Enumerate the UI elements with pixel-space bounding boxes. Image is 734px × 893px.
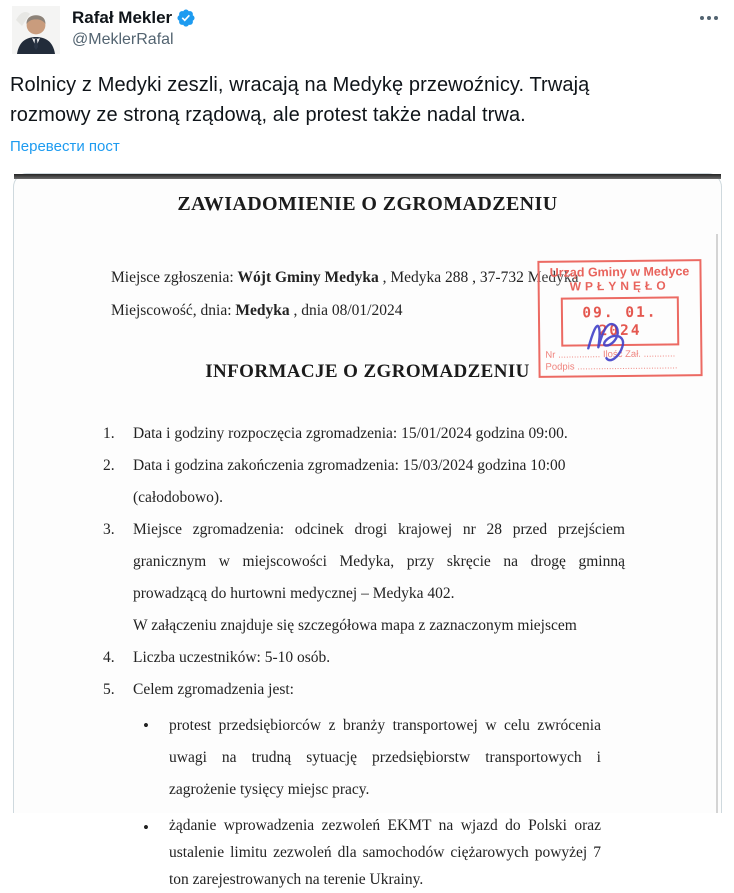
bullet-item: • protest przedsiębiorców z branży transportowej w celu zwrócenia uwagi na trudną sytuację przedsiębiorstw transportowych i zagrożenie tysięcy miejsc pracy. xyxy=(143,716,601,798)
list-item: 2. Data i godzina zakończenia zgromadzenia: 15/03/2024 godzina 10:00 (całodobowo). xyxy=(103,457,566,506)
stamp-nr-line: Nr ................ Ilość Zał. ............ xyxy=(545,348,676,361)
stamp-podpis-line: Podpis ...................................... xyxy=(545,360,678,373)
stamp-date: 09. 01. 2024 xyxy=(582,304,658,340)
document-bullets xyxy=(14,710,721,893)
attached-document-image[interactable] xyxy=(13,173,722,888)
stamp-date-box xyxy=(561,296,680,346)
post-header xyxy=(0,0,734,54)
list-item: 5. Celem zgromadzenia jest: xyxy=(103,681,294,698)
author-block xyxy=(72,6,196,50)
stamp-office-name: Urząd Gminy w Medyce xyxy=(549,264,690,280)
list-item: 3. Miejsce zgromadzenia: odcinek drogi krajowej nr 28 przed przejściem granicznym w miejscowości Medyka, przy skręcie na drogę gminną prowadzącą do hurtowni medycznej – Medyka 402. xyxy=(103,521,625,602)
stamp-received-label: WPŁYNĘŁO xyxy=(569,278,670,294)
post-text: Rolnicy z Medyki zeszli, wracają na Medykę przewoźnicy. Trwają rozmowy ze stroną rządową, ale protest także nadal trwa. xyxy=(10,74,590,126)
avatar[interactable] xyxy=(12,6,60,54)
author-name[interactable]: Rafał Mekler xyxy=(72,8,173,27)
translate-post-link[interactable]: Перевести пост xyxy=(10,138,120,155)
list-item: 4. Liczba uczestników: 5-10 osób. xyxy=(103,649,331,666)
meta-line-place: Miejsce zgłoszenia: Wójt Gminy Medyka , Medyka 288 , 37-732 Medyka xyxy=(111,269,579,286)
list-item: 1. Data i godziny rozpoczęcia zgromadzenia: 15/01/2024 godzina 09:00. xyxy=(103,425,568,442)
author-name-row xyxy=(72,8,196,28)
avatar-photo xyxy=(12,6,60,54)
more-options-icon[interactable] xyxy=(698,6,720,30)
office-received-stamp xyxy=(537,259,702,378)
scan-page-edge xyxy=(716,234,718,813)
list-item-note: W załączeniu znajduje się szczegółowa mapa z zaznaczonym miejscem xyxy=(133,617,577,634)
document-list xyxy=(14,418,721,706)
scan-edge-top xyxy=(14,174,721,179)
document-title: ZAWIADOMIENIE O ZGROMADZENIU xyxy=(177,193,558,215)
verified-badge-icon xyxy=(176,8,196,28)
document-section-title: INFORMACJE O ZGROMADZENIU xyxy=(205,361,530,382)
meta-line-date: Miejscowość, dnia: Medyka , dnia 08/01/2024 xyxy=(111,302,403,319)
bullet-item: • żądanie wprowadzenia zezwoleń EKMT na wjazd do Polski oraz ustalenie limitu zezwoleń dla samochodów ciężarowych powyżej 7 ton zarejestrowanych na terenie Ukrainy. xyxy=(143,817,601,888)
author-handle[interactable]: @MeklerRafal xyxy=(72,31,174,48)
